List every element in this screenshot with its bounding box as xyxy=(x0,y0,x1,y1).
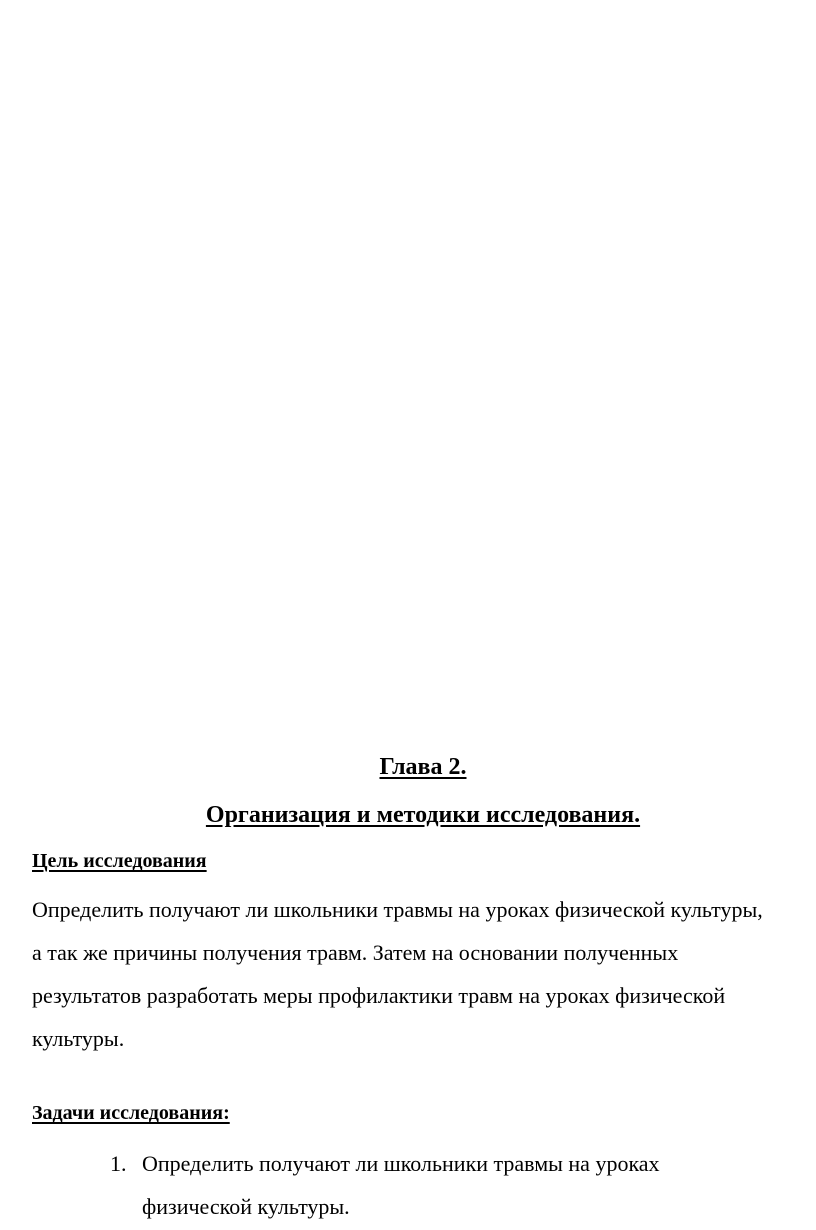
chapter-number: Глава 2. xyxy=(379,754,467,780)
task-text: Определить получают ли школьники травмы на уроках физической культуры. xyxy=(142,1151,660,1219)
task-number: 1. xyxy=(110,1151,127,1176)
goal-paragraph: Определить получают ли школьники травмы на уроках физической культуры, а так же причины получения травм. Затем на основании полученных результатов разработать меры профилактики травм на уроках физической культуры. xyxy=(32,897,763,1051)
tasks-heading: Задачи исследования: xyxy=(32,1102,230,1124)
goal-heading: Цель исследования xyxy=(32,850,207,872)
tasks-list xyxy=(0,1142,816,1228)
chapter-title: Организация и методики исследования. xyxy=(205,802,641,828)
task-item xyxy=(0,1142,816,1228)
